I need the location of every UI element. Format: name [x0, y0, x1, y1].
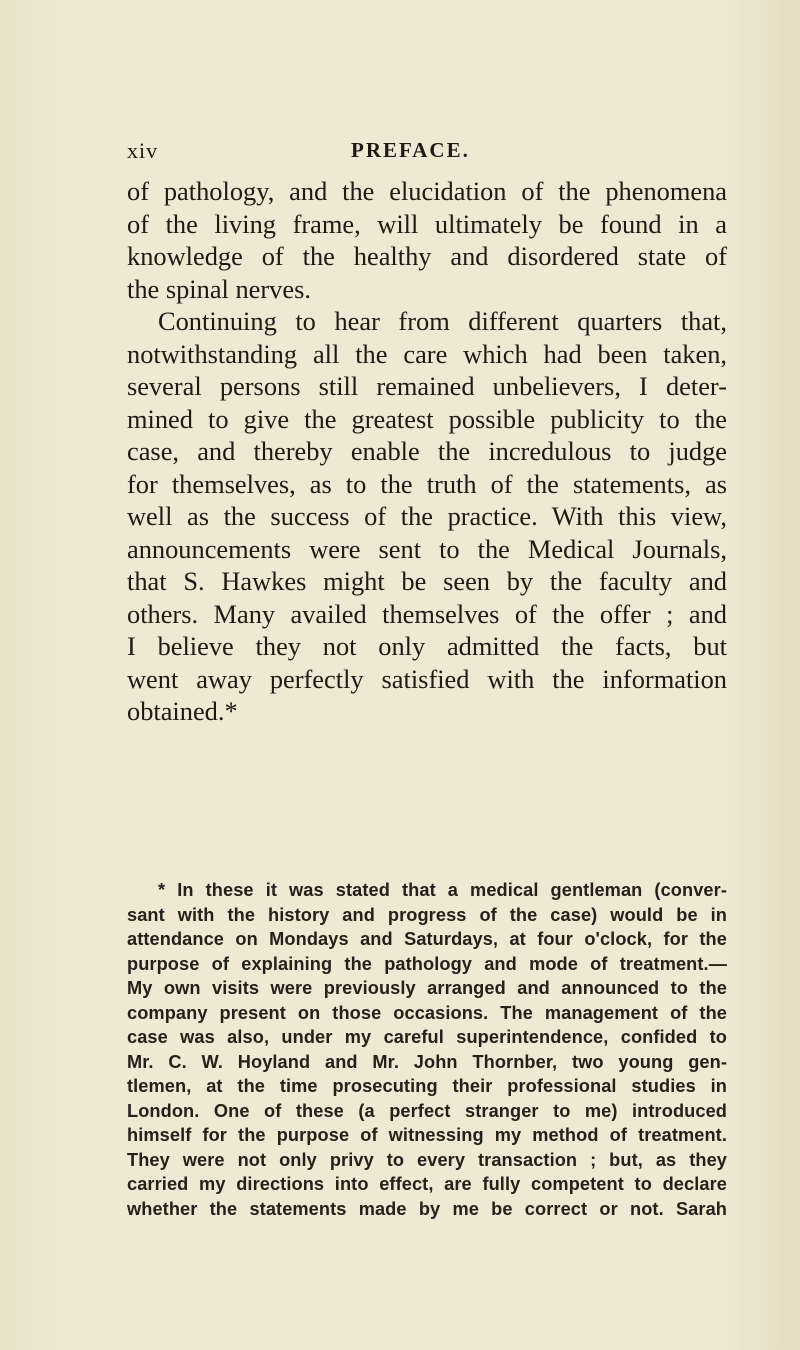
footnote-line: Mr. C. W. Hoyland and Mr. John Thornber, two young gen-: [127, 1051, 727, 1072]
body-line: obtained.*: [127, 696, 238, 726]
body-line: others. Many availed themselves of the offer ; and: [127, 598, 727, 629]
body-line: Continuing to hear from different quarters that,: [158, 306, 727, 336]
body-line: several persons still remained unbelievers, I deter-: [127, 371, 727, 401]
body-text: [127, 175, 727, 728]
footnote-line: London. One of these (a perfect stranger to me) introduced: [127, 1100, 727, 1121]
footnote-line: case was also, under my careful superintendence, confided to: [127, 1027, 727, 1047]
footnote-line: sant with the history and progress of the case) would be in: [127, 904, 727, 925]
body-line: mined to give the greatest possible publicity to the: [127, 403, 727, 434]
body-line: the spinal nerves.: [127, 273, 311, 304]
footnote: [127, 878, 727, 1221]
body-line: case, and thereby enable the incredulous to judge: [127, 436, 727, 466]
footnote-line: attendance on Mondays and Saturdays, at four o'clock, for the: [127, 929, 727, 949]
page-number: xiv: [127, 138, 159, 163]
body-line: well as the success of the practice. With this view,: [127, 501, 727, 531]
footnote-line: * In these it was stated that a medical gentleman (conver-: [158, 880, 727, 900]
footnote-line: whether the statements made by me be correct or not. Sarah: [127, 1198, 727, 1219]
footnote-line: They were not only privy to every transaction ; but, as they: [127, 1149, 727, 1170]
footnote-line: My own visits were previously arranged and announced to the: [127, 978, 727, 998]
body-line: went away perfectly satisfied with the information: [127, 663, 727, 694]
running-title: PREFACE.: [351, 138, 470, 162]
footnote-line: himself for the purpose of witnessing my method of treatment.: [127, 1125, 727, 1145]
footnote-line: tlemen, at the time prosecuting their professional studies in: [127, 1076, 727, 1096]
footnote-line: carried my directions into effect, are fully competent to declare: [127, 1174, 727, 1194]
body-line: for themselves, as to the truth of the statements, as: [127, 468, 727, 499]
body-line: I believe they not only admitted the facts, but: [127, 631, 727, 661]
body-line: announcements were sent to the Medical Journals,: [127, 533, 727, 564]
body-line: of the living frame, will ultimately be found in a: [127, 208, 727, 239]
body-line: notwithstanding all the care which had been taken,: [127, 338, 727, 369]
body-line: of pathology, and the elucidation of the phenomena: [127, 176, 727, 206]
footnote-line: company present on those occasions. The management of the: [127, 1002, 727, 1023]
body-line: that S. Hawkes might be seen by the faculty and: [127, 566, 727, 596]
running-head: [0, 138, 800, 168]
body-line: knowledge of the healthy and disordered state of: [127, 241, 727, 271]
footnote-line: purpose of explaining the pathology and mode of treatment.—: [127, 953, 727, 974]
